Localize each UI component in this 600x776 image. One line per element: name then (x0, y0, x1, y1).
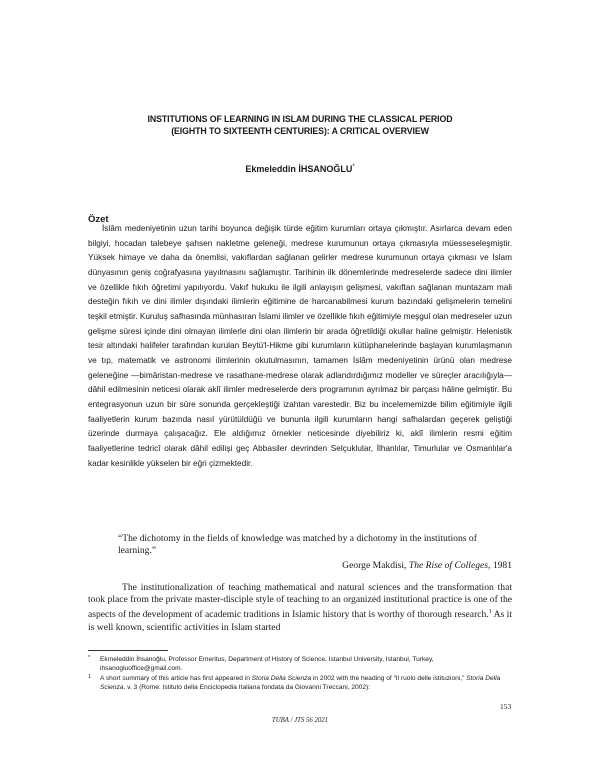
body-paragraph-start: The institutionalization of teaching mathematical and natural sciences and the transformation that took place from the private master-disciple style of teaching to an organized institutional practice is one of the aspects of the development of academic traditions in Islamic history that is worthy of thorough research. (88, 582, 512, 621)
footnote-journal-title: Storia Della Scienza (251, 675, 312, 682)
article-title-line-1: INSTITUTIONS OF LEARNING IN ISLAM DURING THE CLASSICAL PERIOD (147, 114, 453, 124)
journal-footer: TUBA / JTS 56 2021 (271, 717, 329, 724)
epigraph-attribution (342, 560, 512, 572)
footnote-text-part: , v. 3 (Rome: Istituto della Enciclopedia Italiana fondata da Giovanni Treccani, 2002): (123, 684, 371, 692)
epigraph-year: , 1981 (488, 560, 512, 571)
author-byline (0, 164, 600, 174)
author-footnote-mark[interactable]: * (352, 164, 355, 170)
epigraph-author: George Makdisi, (342, 560, 407, 571)
footnote-1 (88, 674, 512, 693)
footnote-ref-1[interactable]: 1 (488, 609, 492, 616)
footnote-author (88, 655, 512, 674)
footnote-text-part: in 2002 with the heading of “Il ruolo delle istituzioni,” (311, 675, 467, 682)
footnote-mark: * (88, 655, 91, 661)
abstract-heading: Özet (88, 214, 109, 225)
footnote-mark: 1 (88, 674, 92, 680)
footnote-text (88, 674, 512, 693)
footnote-divider (88, 650, 168, 651)
article-title (80, 113, 520, 137)
abstract-body: İslâm medeniyetinin uzun tarihi boyunca değişik türde eğitim kurumları ortaya çıkmıştır. Asırlarca devam eden bilgiyi, hocadan talebeye şahsen nakletme geleneği, medrese kurumunun ortaya çıkmasıyla müesseseleşmiştir. Yüksek himaye ve daha da önemlisi, vakıflardan sağlanan gelirler medrese kurumunun ortaya çıkması ve İslam dünyasının geniş coğrafyasına yayılmasını sağlamıştır. Tarihinin ilk dönemlerinde medreselerde sadece dini ilimler ve özellikle fıkıh öğretimi yapılıyordu. Vakıf hukuku ile ilgili anlayışın gelişmesi, vakıftan sağlanan muntazam mali desteğin fıkıh ve dini ilimler dışındaki ilimlerin eğitimine de harcanabilmesi kurum bazındaki gelişmelerin temelini teşkil etmiştir. Kuruluş safhasında münhasıran İslami ilimler ve özellikle fıkıh eğitimiyle meşgul olan medreseler uzun gelişme süresi içinde dini olmayan ilimlerle dini olan ilimlerin bir arada öğretildiği okullar haline gelmiştir. Helenistik tesir altındaki halifeler tarafından kurulan Beytü'l-Hikme gibi kurumların kütüphanelerinde başlayan kurumlaşmanın ve tıp, matematik ve astronomi ilimlerinin okutulmasının, tamamen İslâm medeniyetinin ürünü olan medrese geleneğine —bimâristan-medrese ve rasathane-medrese olarak adlandırdığımız modeller ve süreçler aracılığıyla— dâhil edilmesinin neticesi olarak aklî ilimler medreselerde ders programının ayrılmaz bir parçası hâline gelmiştir. Bu entegrasyonun uzun bir süre sonunda gerçekleştiği izahtan varestedir. Biz bu incelememizde bilim eğitimiyle ilgili faaliyetlerin kurum bazında nasıl yürütüldüğü ve bununla ilgili kurumların hangi safhalardan geçerek geliştiği üzerinde durmaya çalışacağız. Ele aldığımız örnekler neticesinde diyebiliriz ki, aklî ilimlerin resmi eğitim faaliyetlerine tedricî olarak dâhil edilişi geç Abbasiler devrinden Selçuklular, İlhanlılar, Timurlular ve Osmanlılar'a kadar kesinlikle yükselen bir eğri çizmektedir. (88, 224, 512, 468)
footnote-text-part: A short summary of this article has first appeared in (100, 675, 252, 682)
article-title-line-2: (EIGHTH TO SIXTEENTH CENTURIES): A CRITICAL OVERVIEW (171, 126, 429, 136)
abstract-text (88, 222, 512, 471)
author-name: Ekmeleddin İHSANOĞLU (245, 164, 353, 174)
epigraph-work: The Rise of Colleges (408, 560, 489, 571)
body-paragraph (88, 582, 512, 634)
page-number: 153 (500, 702, 512, 711)
body-paragraph-end: As it is well known, scientific activities in Islam started (88, 609, 512, 633)
footnote-journal-title: Storia Della Scienza (100, 675, 501, 692)
epigraph-quote: “The dichotomy in the fields of knowledge was matched by a dichotomy in the institutions of learning.” (118, 533, 477, 556)
footnote-text: Ekmeleddin İhsanoğlu, Professor Emeritus, Department of History of Science, Istanbul University, Istanbul, Turkey, ihsanogluoffice@gmail.com. (100, 656, 434, 673)
